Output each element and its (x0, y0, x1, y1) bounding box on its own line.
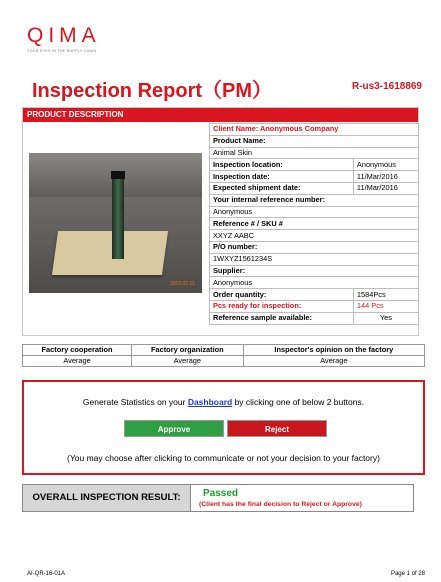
report-reference: R-us3-1618869 (351, 81, 422, 92)
order-quantity-value: 1584Pcs (353, 289, 418, 301)
inspector-opinion-value: Average (243, 356, 424, 367)
product-description-section (22, 107, 419, 336)
inspection-date-label: Inspection date: (210, 171, 354, 183)
logo-tagline: YOUR EYES IN THE SUPPLY CHAIN (27, 49, 97, 53)
po-label: P/O number: (210, 241, 419, 253)
po-value: 1WXYZ1561234S (210, 253, 419, 265)
reference-sample-label: Reference sample available: (210, 312, 354, 324)
dashboard-instruction (24, 397, 423, 407)
supplier-value: Anonymous (210, 277, 419, 289)
factory-organization-value: Average (132, 356, 244, 367)
dashboard-note: (You may choose after clicking to communicate or not your decision to your factory) (67, 453, 380, 463)
inspection-location-label: Inspection location: (210, 159, 354, 171)
factory-summary-table (22, 344, 425, 367)
expected-shipment-value: 11/Mar/2016 (353, 182, 418, 194)
section-header: PRODUCT DESCRIPTION (23, 108, 418, 122)
product-photo (29, 153, 202, 293)
pcs-ready-label: Pcs ready for inspection: (210, 300, 354, 312)
supplier-label: Supplier: (210, 265, 419, 277)
reference-sample-value: Yes (353, 312, 418, 324)
factory-cooperation-value: Average (23, 356, 132, 367)
dashboard-text-before: Generate Statistics on your (82, 397, 188, 407)
photo-rolled-skin (112, 173, 124, 259)
dashboard-text-after: by clicking one of below 2 buttons. (232, 397, 365, 407)
internal-ref-value: Anonymous (210, 206, 419, 218)
overall-result-value: Passed (203, 488, 239, 499)
overall-result-note: (Client has the final decision to Reject or Approve) (199, 501, 362, 508)
reject-button[interactable]: Reject (227, 420, 327, 437)
factory-cooperation-header: Factory cooperation (23, 345, 132, 356)
client-name: Client Name: Anonymous Company (210, 124, 419, 136)
product-info-table (209, 123, 419, 325)
expected-shipment-label: Expected shipment date: (210, 182, 354, 194)
dashboard-decision-box (22, 380, 425, 475)
internal-ref-label: Your internal reference number: (210, 194, 419, 206)
pcs-ready-value: 144 Pcs (353, 300, 418, 312)
inspection-date-value: 11/Mar/2016 (353, 171, 418, 183)
footer-doc-code: AI-QR-16-01A (27, 571, 66, 577)
photo-date-stamp: 2016.03.11 (170, 281, 195, 287)
sku-label: Reference # / SKU # (210, 218, 419, 230)
qima-logo (27, 26, 101, 53)
photo-tube-cap (111, 171, 125, 179)
overall-result-box (22, 484, 414, 512)
photo-wooden-board (52, 231, 168, 275)
product-name-value: Animal Skin (210, 147, 419, 159)
factory-organization-header: Factory organization (132, 345, 244, 356)
overall-result-label: OVERALL INSPECTION RESULT: (23, 485, 191, 511)
inspector-opinion-header: Inspector's opinion on the factory (243, 345, 424, 356)
order-quantity-label: Order quantity: (210, 289, 354, 301)
product-name-label: Product Name: (210, 135, 419, 147)
dashboard-link[interactable]: Dashboard (187, 397, 233, 407)
sku-value: XXYZ AABC (210, 230, 419, 242)
logo-text: QIMA (27, 24, 101, 47)
inspection-location-value: Anonymous (353, 159, 418, 171)
report-title: Inspection Report（PM） (32, 80, 273, 102)
footer-page-number: Page 1 of 28 (390, 571, 425, 577)
approve-button[interactable]: Approve (124, 420, 224, 437)
